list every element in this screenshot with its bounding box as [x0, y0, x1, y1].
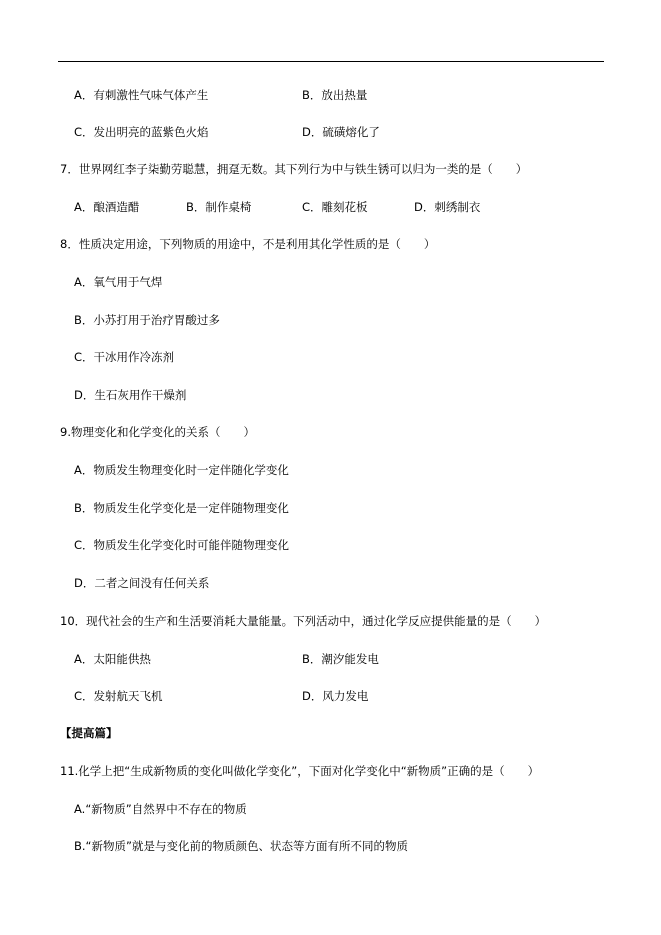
q8-option-d: D．生石灰用作干燥剂 — [74, 388, 187, 402]
q11-option-b: B.“新物质”就是与变化前的物质颜色、状态等方面有所不同的物质 — [74, 839, 408, 853]
q6-option-d: D．硫磺熔化了 — [302, 125, 380, 139]
q10-option-a: A．太阳能供热 — [74, 652, 151, 666]
q9-option-d: D．二者之间没有任何关系 — [74, 576, 210, 590]
q8-option-a: A．氧气用于气焊 — [74, 275, 163, 289]
q8-stem: 8．性质决定用途，下列物质的用途中，不是利用其化学性质的是（ ） — [60, 237, 436, 251]
q9-option-a: A．物质发生物理变化时一定伴随化学变化 — [74, 463, 289, 477]
q9-stem: 9.物理变化和化学变化的关系（ ） — [60, 425, 255, 439]
q10-option-c: C．发射航天飞机 — [74, 689, 163, 703]
q10-option-d: D．风力发电 — [302, 689, 369, 703]
q7-option-c: C．雕刻花板 — [302, 200, 368, 214]
q7-stem: 7．世界网红李子柒勤劳聪慧，拥趸无数。其下列行为中与铁生锈可以归为一类的是（ ） — [60, 162, 528, 176]
q7-option-a: A．酿酒造醋 — [74, 200, 140, 214]
q7-option-d: D．刺绣制衣 — [414, 200, 481, 214]
q10-option-b: B．潮汐能发电 — [302, 652, 379, 666]
q7-option-b: B．制作桌椅 — [186, 200, 252, 214]
header-rule — [58, 61, 604, 62]
q10-stem: 10．现代社会的生产和生活要消耗大量能量。下列活动中，通过化学反应提供能量的是（ ） — [60, 614, 547, 628]
q8-option-c: C．干冰用作冷冻剂 — [74, 350, 175, 364]
section-title: 【提高篇】 — [60, 726, 118, 740]
q9-option-c: C．物质发生化学变化时可能伴随物理变化 — [74, 538, 290, 552]
q8-option-b: B．小苏打用于治疗胃酸过多 — [74, 313, 220, 327]
q11-stem: 11.化学上把“生成新物质的变化叫做化学变化”，下面对化学变化中“新物质”正确的是（ ） — [60, 764, 540, 778]
q6-option-a: A．有刺激性气味气体产生 — [74, 88, 209, 102]
q9-option-b: B．物质发生化学变化是一定伴随物理变化 — [74, 501, 289, 515]
q6-option-b: B．放出热量 — [302, 88, 368, 102]
q6-option-c: C．发出明亮的蓝紫色火焰 — [74, 125, 209, 139]
q11-option-a: A.“新物质”自然界中不存在的物质 — [74, 802, 247, 816]
